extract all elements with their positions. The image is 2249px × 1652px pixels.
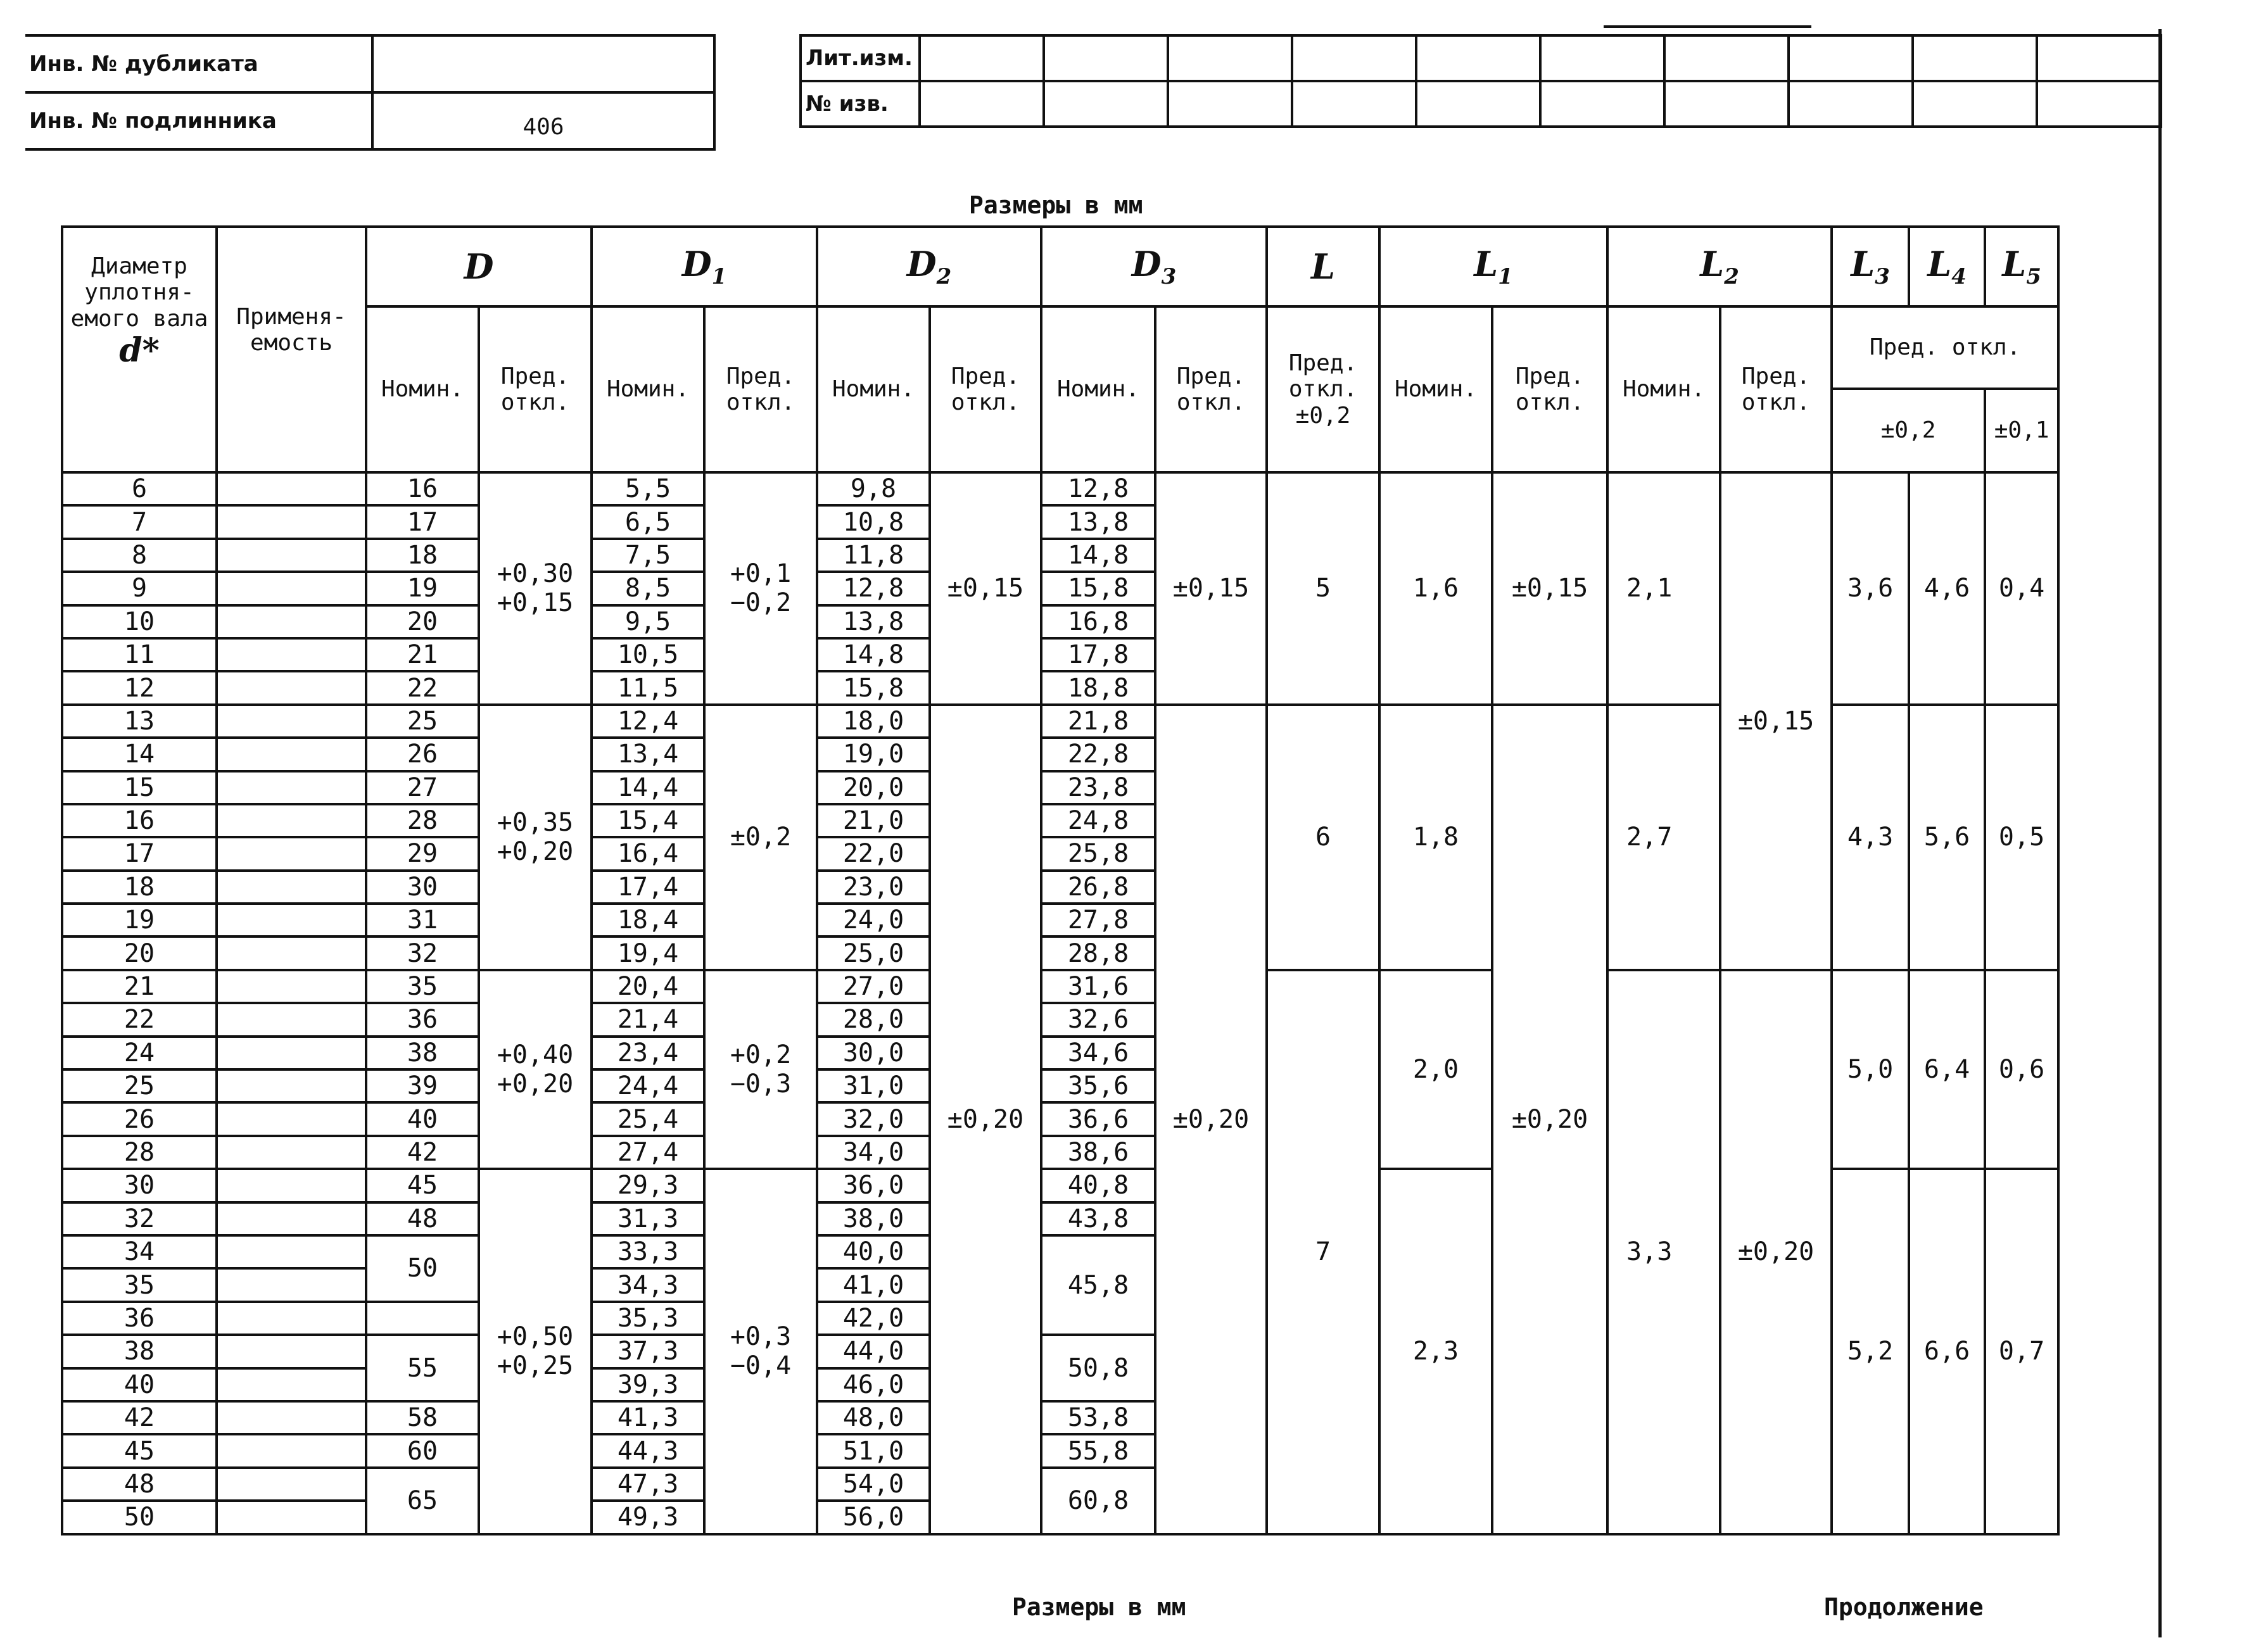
revision-cell <box>1664 35 1789 81</box>
shaft-diameter-cell: 24 <box>62 1037 217 1069</box>
shaft-diameter-cell: 6 <box>62 472 217 505</box>
shaft-diameter-cell: 15 <box>62 771 217 804</box>
D-nominal-cell: 42 <box>366 1136 479 1169</box>
shaft-diameter-cell: 34 <box>62 1235 217 1268</box>
D3-nominal-cell: 38,6 <box>1041 1136 1155 1169</box>
D2-nominal-cell: 24,0 <box>817 904 930 936</box>
diameter-symbol: d* <box>119 331 160 370</box>
revision-cell <box>1168 81 1292 127</box>
table-body <box>62 472 2058 1534</box>
L-value-cell: 7 <box>1267 970 1379 1534</box>
L2-tolerance-cell: ±0,20 <box>1720 970 1832 1534</box>
D-nominal-cell: 18 <box>366 539 479 572</box>
D2-nominal-cell: 18,0 <box>817 705 930 738</box>
L3-value-cell: 4,3 <box>1832 705 1909 970</box>
D1-nominal-cell: 8,5 <box>592 572 704 605</box>
L4-value-cell: 5,6 <box>1909 705 1985 970</box>
applicability-cell <box>217 472 366 505</box>
D-nominal-cell: 58 <box>366 1401 479 1434</box>
D-nominal-cell: 22 <box>366 671 479 704</box>
D2-nominal-cell: 25,0 <box>817 936 930 969</box>
original-inv-label: Инв. № подлинника <box>25 92 372 149</box>
shaft-diameter-cell: 32 <box>62 1202 217 1235</box>
D-header: D <box>366 227 592 306</box>
shaft-diameter-cell: 13 <box>62 705 217 738</box>
D2-tolerance-header: Пред. откл. <box>930 306 1041 472</box>
D-tolerance-cell: +0,35 +0,20 <box>479 705 592 970</box>
shaft-diameter-cell: 25 <box>62 1069 217 1102</box>
L34-tolerance-value: ±0,2 <box>1832 389 1985 472</box>
D-tolerance-header: Пред. откл. <box>479 306 592 472</box>
dimensions-table <box>61 225 2060 1535</box>
diameter-header <box>62 227 217 472</box>
D3-nominal-cell: 15,8 <box>1041 572 1155 605</box>
diameter-header-label: Диаметр уплотня- емого вала <box>70 253 208 332</box>
D-nominal-cell: 30 <box>366 871 479 904</box>
D3-nominal-cell: 21,8 <box>1041 705 1155 738</box>
revision-cell <box>920 81 1044 127</box>
D1-nominal-cell: 23,4 <box>592 1037 704 1069</box>
D1-tolerance-cell: +0,1 −0,2 <box>704 472 817 705</box>
applicability-cell <box>217 970 366 1003</box>
D3-nominal-cell: 45,8 <box>1041 1235 1155 1335</box>
shaft-diameter-cell: 8 <box>62 539 217 572</box>
D1-nominal-cell: 31,3 <box>592 1202 704 1235</box>
L5-value-cell: 0,4 <box>1985 472 2058 705</box>
table-row <box>62 472 2058 505</box>
L4-value-cell: 4,6 <box>1909 472 1985 705</box>
D1-nominal-cell: 14,4 <box>592 771 704 804</box>
shaft-diameter-cell: 45 <box>62 1434 217 1467</box>
revision-cell <box>1913 35 2037 81</box>
D1-nominal-cell: 39,3 <box>592 1368 704 1401</box>
applicability-cell <box>217 1003 366 1036</box>
D1-nominal-cell: 9,5 <box>592 605 704 638</box>
D2-nominal-cell: 51,0 <box>817 1434 930 1467</box>
D2-nominal-cell: 21,0 <box>817 804 930 837</box>
D2-nominal-cell: 10,8 <box>817 505 930 538</box>
D3-nominal-cell: 53,8 <box>1041 1401 1155 1434</box>
D2-nominal-cell: 20,0 <box>817 771 930 804</box>
revision-cell <box>1540 35 1664 81</box>
D2-nominal-cell: 15,8 <box>817 671 930 704</box>
revision-cell <box>1168 35 1292 81</box>
D3-header: $D_3$ <box>1041 227 1267 306</box>
D2-nominal-cell: 22,0 <box>817 837 930 870</box>
applicability-cell <box>217 738 366 771</box>
shaft-diameter-cell: 21 <box>62 970 217 1003</box>
D2-nominal-cell: 46,0 <box>817 1368 930 1401</box>
applicability-cell <box>217 1401 366 1434</box>
D2-nominal-cell: 9,8 <box>817 472 930 505</box>
D-nominal-cell: 48 <box>366 1202 479 1235</box>
applicability-cell <box>217 1102 366 1135</box>
revision-cell <box>1044 81 1168 127</box>
shaft-diameter-cell: 18 <box>62 871 217 904</box>
shaft-diameter-cell: 17 <box>62 837 217 870</box>
applicability-cell <box>217 1368 366 1401</box>
shaft-diameter-cell: 30 <box>62 1169 217 1202</box>
D-nominal-cell: 26 <box>366 738 479 771</box>
continuation-label: Продолжение <box>1824 1593 1984 1621</box>
shaft-diameter-cell: 7 <box>62 505 217 538</box>
L-header: L <box>1267 227 1379 306</box>
D-nominal-cell: 31 <box>366 904 479 936</box>
D3-nominal-cell: 18,8 <box>1041 671 1155 704</box>
D1-nominal-cell: 20,4 <box>592 970 704 1003</box>
L2-tolerance-header: Пред. откл. <box>1720 306 1832 472</box>
D-nominal-cell: 45 <box>366 1169 479 1202</box>
D1-nominal-cell: 13,4 <box>592 738 704 771</box>
D2-nominal-cell: 23,0 <box>817 871 930 904</box>
L4-value-cell: 6,4 <box>1909 970 1985 1169</box>
L-value-cell: 5 <box>1267 472 1379 705</box>
revision-cell <box>2037 35 2161 81</box>
D1-nominal-cell: 12,4 <box>592 705 704 738</box>
L5-header: $L_5$ <box>1985 227 2058 306</box>
D-nominal-cell: 27 <box>366 771 479 804</box>
L2-nominal-header: Номин. <box>1607 306 1720 472</box>
revision-cell <box>1913 81 2037 127</box>
D3-nominal-cell: 50,8 <box>1041 1335 1155 1401</box>
revision-cell <box>1416 35 1540 81</box>
D3-nominal-cell: 28,8 <box>1041 936 1155 969</box>
D2-nominal-cell: 28,0 <box>817 1003 930 1036</box>
D1-nominal-cell: 41,3 <box>592 1401 704 1434</box>
D1-tolerance-cell: ±0,2 <box>704 705 817 970</box>
applicability-cell <box>217 936 366 969</box>
D-nominal-cell: 36 <box>366 1003 479 1036</box>
shaft-diameter-cell: 40 <box>62 1368 217 1401</box>
D2-nominal-cell: 41,0 <box>817 1268 930 1301</box>
D2-nominal-cell: 32,0 <box>817 1102 930 1135</box>
shaft-diameter-cell: 11 <box>62 638 217 671</box>
applicability-cell <box>217 1037 366 1069</box>
D-tolerance-cell: +0,50 +0,25 <box>479 1169 592 1534</box>
shaft-diameter-cell: 20 <box>62 936 217 969</box>
D3-nominal-cell: 32,6 <box>1041 1003 1155 1036</box>
D3-nominal-cell: 27,8 <box>1041 904 1155 936</box>
L-value-cell: 6 <box>1267 705 1379 970</box>
shaft-diameter-cell: 22 <box>62 1003 217 1036</box>
D3-nominal-cell: 22,8 <box>1041 738 1155 771</box>
D1-nominal-cell: 34,3 <box>592 1268 704 1301</box>
D1-nominal-cell: 7,5 <box>592 539 704 572</box>
applicability-cell <box>217 1468 366 1501</box>
L1-tolerance-cell: ±0,15 <box>1492 472 1607 705</box>
D2-nominal-cell: 48,0 <box>817 1401 930 1434</box>
D2-nominal-cell: 31,0 <box>817 1069 930 1102</box>
units-caption-bottom: Размеры в мм <box>1012 1593 1186 1621</box>
D1-nominal-header: Номин. <box>592 306 704 472</box>
applicability-cell <box>217 1335 366 1368</box>
L1-nominal-cell: 2,3 <box>1379 1169 1492 1534</box>
shaft-diameter-cell: 10 <box>62 605 217 638</box>
D3-nominal-cell: 13,8 <box>1041 505 1155 538</box>
revision-cell <box>1044 35 1168 81</box>
applicability-cell <box>217 1434 366 1467</box>
duplicate-inv-value <box>372 35 714 92</box>
D1-nominal-cell: 17,4 <box>592 871 704 904</box>
D-nominal-cell: 32 <box>366 936 479 969</box>
applicability-header: Применя- емость <box>217 227 366 472</box>
D-nominal-cell: 65 <box>366 1468 479 1534</box>
applicability-cell <box>217 871 366 904</box>
D3-nominal-cell: 24,8 <box>1041 804 1155 837</box>
shaft-diameter-cell: 50 <box>62 1501 217 1534</box>
applicability-cell <box>217 804 366 837</box>
D2-nominal-cell: 11,8 <box>817 539 930 572</box>
revision-cell <box>1292 81 1416 127</box>
revision-stamp <box>799 34 2162 128</box>
revision-cell <box>1540 81 1664 127</box>
D-tolerance-cell: +0,40 +0,20 <box>479 970 592 1169</box>
L2-nominal-cell: 3,3 <box>1607 970 1720 1534</box>
L5-value-cell: 0,7 <box>1985 1169 2058 1534</box>
page-edge-line <box>2158 29 2162 1637</box>
D2-nominal-cell: 40,0 <box>817 1235 930 1268</box>
applicability-cell <box>217 1501 366 1534</box>
D2-nominal-cell: 27,0 <box>817 970 930 1003</box>
D3-nominal-cell: 55,8 <box>1041 1434 1155 1467</box>
applicability-cell <box>217 1268 366 1301</box>
inventory-stamp <box>25 34 716 151</box>
D-nominal-cell: 39 <box>366 1069 479 1102</box>
D-nominal-cell: 38 <box>366 1037 479 1069</box>
D3-tolerance-cell: ±0,15 <box>1155 472 1267 705</box>
L1-nominal-cell: 1,8 <box>1379 705 1492 970</box>
D1-tolerance-cell: +0,2 −0,3 <box>704 970 817 1169</box>
D2-nominal-cell: 19,0 <box>817 738 930 771</box>
revision-cell <box>920 35 1044 81</box>
D2-nominal-cell: 13,8 <box>817 605 930 638</box>
shaft-diameter-cell: 14 <box>62 738 217 771</box>
duplicate-inv-label: Инв. № дубликата <box>25 35 372 92</box>
D1-nominal-cell: 35,3 <box>592 1302 704 1335</box>
D3-nominal-cell: 36,6 <box>1041 1102 1155 1135</box>
revision-cell <box>1664 81 1789 127</box>
L1-header: $L_1$ <box>1379 227 1607 306</box>
revision-cell <box>1789 81 1913 127</box>
D2-nominal-cell: 54,0 <box>817 1468 930 1501</box>
D1-header: $D_1$ <box>592 227 817 306</box>
L2-nominal-cell: 2,1 <box>1607 472 1720 705</box>
D-nominal-cell: 25 <box>366 705 479 738</box>
D-nominal-cell: 60 <box>366 1434 479 1467</box>
applicability-cell <box>217 1169 366 1202</box>
D1-nominal-cell: 11,5 <box>592 671 704 704</box>
D3-tolerance-cell: ±0,20 <box>1155 705 1267 1534</box>
D-nominal-cell: 29 <box>366 837 479 870</box>
shaft-diameter-cell: 12 <box>62 671 217 704</box>
D2-nominal-cell: 12,8 <box>817 572 930 605</box>
D2-nominal-cell: 14,8 <box>817 638 930 671</box>
D3-nominal-cell: 40,8 <box>1041 1169 1155 1202</box>
D-nominal-cell: 28 <box>366 804 479 837</box>
D1-tolerance-cell: +0,3 −0,4 <box>704 1169 817 1534</box>
D3-nominal-cell: 16,8 <box>1041 605 1155 638</box>
applicability-cell <box>217 1136 366 1169</box>
revision-cell <box>1292 35 1416 81</box>
D3-nominal-cell: 23,8 <box>1041 771 1155 804</box>
applicability-cell <box>217 904 366 936</box>
D1-nominal-cell: 47,3 <box>592 1468 704 1501</box>
D3-nominal-header: Номин. <box>1041 306 1155 472</box>
applicability-cell <box>217 1235 366 1268</box>
D3-nominal-cell: 43,8 <box>1041 1202 1155 1235</box>
applicability-cell <box>217 1202 366 1235</box>
D-nominal-cell: 20 <box>366 605 479 638</box>
L5-value-cell: 0,6 <box>1985 970 2058 1169</box>
D2-tolerance-cell: ±0,20 <box>930 705 1041 1534</box>
L2-nominal-cell: 2,7 <box>1607 705 1720 970</box>
L1-tolerance-header: Пред. откл. <box>1492 306 1607 472</box>
D1-nominal-cell: 10,5 <box>592 638 704 671</box>
shaft-diameter-cell: 16 <box>62 804 217 837</box>
L3-value-cell: 5,2 <box>1832 1169 1909 1534</box>
applicability-cell <box>217 837 366 870</box>
shaft-diameter-cell: 19 <box>62 904 217 936</box>
D-nominal-cell: 50 <box>366 1235 479 1302</box>
L2-header: $L_2$ <box>1607 227 1832 306</box>
D3-nominal-cell: 35,6 <box>1041 1069 1155 1102</box>
D1-nominal-cell: 19,4 <box>592 936 704 969</box>
D3-nominal-cell: 26,8 <box>1041 871 1155 904</box>
shaft-diameter-cell: 26 <box>62 1102 217 1135</box>
D2-nominal-cell: 44,0 <box>817 1335 930 1368</box>
D2-nominal-cell: 56,0 <box>817 1501 930 1534</box>
D-nominal-cell: 55 <box>366 1335 479 1401</box>
revision-cell <box>2037 81 2161 127</box>
D1-nominal-cell: 21,4 <box>592 1003 704 1036</box>
D1-nominal-cell: 16,4 <box>592 837 704 870</box>
D1-tolerance-header: Пред. откл. <box>704 306 817 472</box>
applicability-cell <box>217 671 366 704</box>
D3-nominal-cell: 34,6 <box>1041 1037 1155 1069</box>
D3-nominal-cell: 14,8 <box>1041 539 1155 572</box>
D1-nominal-cell: 44,3 <box>592 1434 704 1467</box>
D1-nominal-cell: 18,4 <box>592 904 704 936</box>
D-nominal-cell: 16 <box>366 472 479 505</box>
D3-nominal-cell: 25,8 <box>1041 837 1155 870</box>
D-nominal-cell: 21 <box>366 638 479 671</box>
D-nominal-cell: 17 <box>366 505 479 538</box>
applicability-cell <box>217 771 366 804</box>
L1-tolerance-cell: ±0,20 <box>1492 705 1607 1534</box>
D1-nominal-cell: 49,3 <box>592 1501 704 1534</box>
D2-nominal-cell: 36,0 <box>817 1169 930 1202</box>
D3-nominal-cell: 31,6 <box>1041 970 1155 1003</box>
D1-nominal-cell: 25,4 <box>592 1102 704 1135</box>
L5-tolerance-value: ±0,1 <box>1985 389 2058 472</box>
D1-nominal-cell: 37,3 <box>592 1335 704 1368</box>
D-nominal-cell: 40 <box>366 1102 479 1135</box>
D1-nominal-cell: 15,4 <box>592 804 704 837</box>
applicability-cell <box>217 539 366 572</box>
original-inv-value: 406 <box>372 92 714 149</box>
D1-nominal-cell: 33,3 <box>592 1235 704 1268</box>
notice-number-label: № изв. <box>801 81 920 127</box>
D2-nominal-cell: 42,0 <box>817 1302 930 1335</box>
L345-tolerance-header: Пред. откл. <box>1832 306 2058 389</box>
D2-nominal-header: Номин. <box>817 306 930 472</box>
L1-nominal-header: Номин. <box>1379 306 1492 472</box>
L3-header: $L_3$ <box>1832 227 1909 306</box>
D1-nominal-cell: 27,4 <box>592 1136 704 1169</box>
revision-letter-label: Лит.изм. <box>801 35 920 81</box>
table-row <box>62 970 2058 1003</box>
shaft-diameter-cell: 9 <box>62 572 217 605</box>
D-nominal-cell <box>366 1302 479 1335</box>
shaft-diameter-cell: 38 <box>62 1335 217 1368</box>
applicability-cell <box>217 1302 366 1335</box>
revision-cell <box>1789 35 1913 81</box>
D-nominal-header: Номин. <box>366 306 479 472</box>
shaft-diameter-cell: 28 <box>62 1136 217 1169</box>
D-nominal-cell: 19 <box>366 572 479 605</box>
shaft-diameter-cell: 48 <box>62 1468 217 1501</box>
L4-header: $L_4$ <box>1909 227 1985 306</box>
D1-nominal-cell: 24,4 <box>592 1069 704 1102</box>
L2-tolerance-cell: ±0,15 <box>1720 472 1832 970</box>
applicability-cell <box>217 505 366 538</box>
L1-nominal-cell: 1,6 <box>1379 472 1492 705</box>
D3-nominal-cell: 60,8 <box>1041 1468 1155 1534</box>
L-tolerance-header: Пред. откл. ±0,2 <box>1267 306 1379 472</box>
D3-nominal-cell: 17,8 <box>1041 638 1155 671</box>
applicability-cell <box>217 572 366 605</box>
D3-nominal-cell: 12,8 <box>1041 472 1155 505</box>
applicability-cell <box>217 605 366 638</box>
units-caption-top: Размеры в мм <box>969 191 1143 219</box>
L3-value-cell: 5,0 <box>1832 970 1909 1169</box>
shaft-diameter-cell: 42 <box>62 1401 217 1434</box>
D-nominal-cell: 35 <box>366 970 479 1003</box>
revision-cell <box>1416 81 1540 127</box>
L4-value-cell: 6,6 <box>1909 1169 1985 1534</box>
D-tolerance-cell: +0,30 +0,15 <box>479 472 592 705</box>
L1-nominal-cell: 2,0 <box>1379 970 1492 1169</box>
D2-nominal-cell: 34,0 <box>817 1136 930 1169</box>
applicability-cell <box>217 705 366 738</box>
L3-value-cell: 3,6 <box>1832 472 1909 705</box>
D2-nominal-cell: 38,0 <box>817 1202 930 1235</box>
D2-tolerance-cell: ±0,15 <box>930 472 1041 705</box>
D1-nominal-cell: 29,3 <box>592 1169 704 1202</box>
D3-tolerance-header: Пред. откл. <box>1155 306 1267 472</box>
applicability-cell <box>217 638 366 671</box>
D1-nominal-cell: 6,5 <box>592 505 704 538</box>
shaft-diameter-cell: 36 <box>62 1302 217 1335</box>
D2-nominal-cell: 30,0 <box>817 1037 930 1069</box>
L5-value-cell: 0,5 <box>1985 705 2058 970</box>
applicability-cell <box>217 1069 366 1102</box>
shaft-diameter-cell: 35 <box>62 1268 217 1301</box>
D1-nominal-cell: 5,5 <box>592 472 704 505</box>
D2-header: $D_2$ <box>817 227 1041 306</box>
